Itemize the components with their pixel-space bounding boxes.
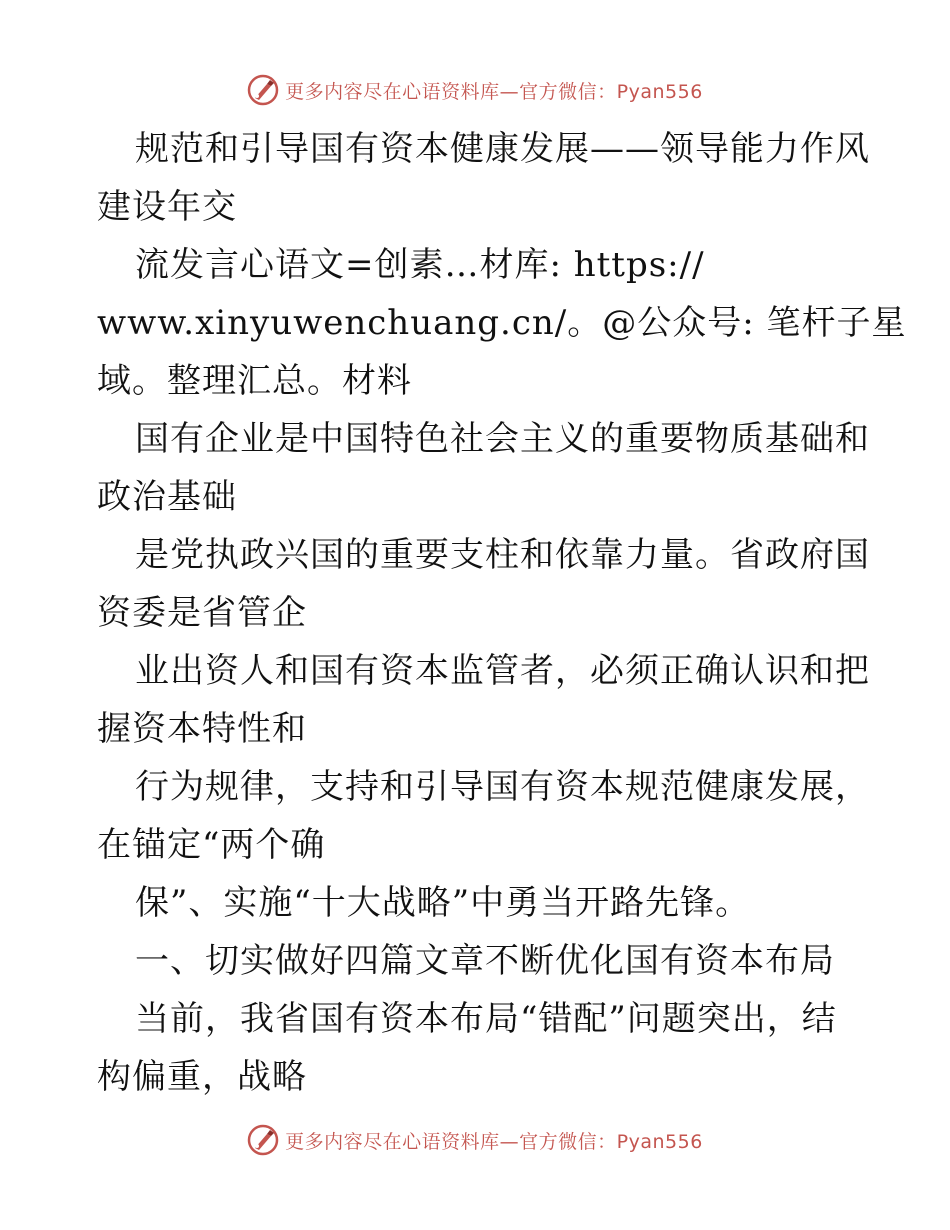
pen-logo-icon [247,1124,279,1156]
header-banner [0,70,950,110]
body-line: 握资本特性和 [97,709,307,749]
body-line: 国有企业是中国特色社会主义的重要物质基础和 [135,419,870,459]
body-line: 规范和引导国有资本健康发展——领导能力作风 [135,129,870,169]
body-line: 是党执政兴国的重要支柱和依靠力量。省政府国 [135,535,870,575]
body-line: 流发言心语文=创素…材库: https:// [135,245,705,285]
header-banner-text: 更多内容尽在心语资料库—官方微信：Pyan556 [285,80,703,103]
body-line: 构偏重，战略 [97,1057,307,1097]
footer-banner [0,1120,950,1160]
pen-logo-icon [247,74,279,106]
body-line: 当前，我省国有资本布局“错配”问题突出，结 [135,999,837,1039]
body-text [97,120,907,1106]
body-line: 保”、实施“十大战略”中勇当开路先锋。 [135,883,751,923]
body-line: 一、切实做好四篇文章不断优化国有资本布局 [135,941,835,981]
body-line: 域。整理汇总。材料 [97,361,412,401]
body-line: 在锚定“两个确 [97,825,326,865]
body-line: 业出资人和国有资本监管者，必须正确认识和把 [135,651,870,691]
body-line: 资委是省管企 [97,593,307,633]
body-line: 行为规律，支持和引导国有资本规范健康发展， [135,767,870,807]
body-line: www.xinyuwenchuang.cn/。@公众号: 笔杆子星 [97,303,907,343]
footer-banner-text: 更多内容尽在心语资料库—官方微信：Pyan556 [285,1130,703,1153]
body-line: 政治基础 [97,477,237,517]
body-line: 建设年交 [97,187,237,227]
